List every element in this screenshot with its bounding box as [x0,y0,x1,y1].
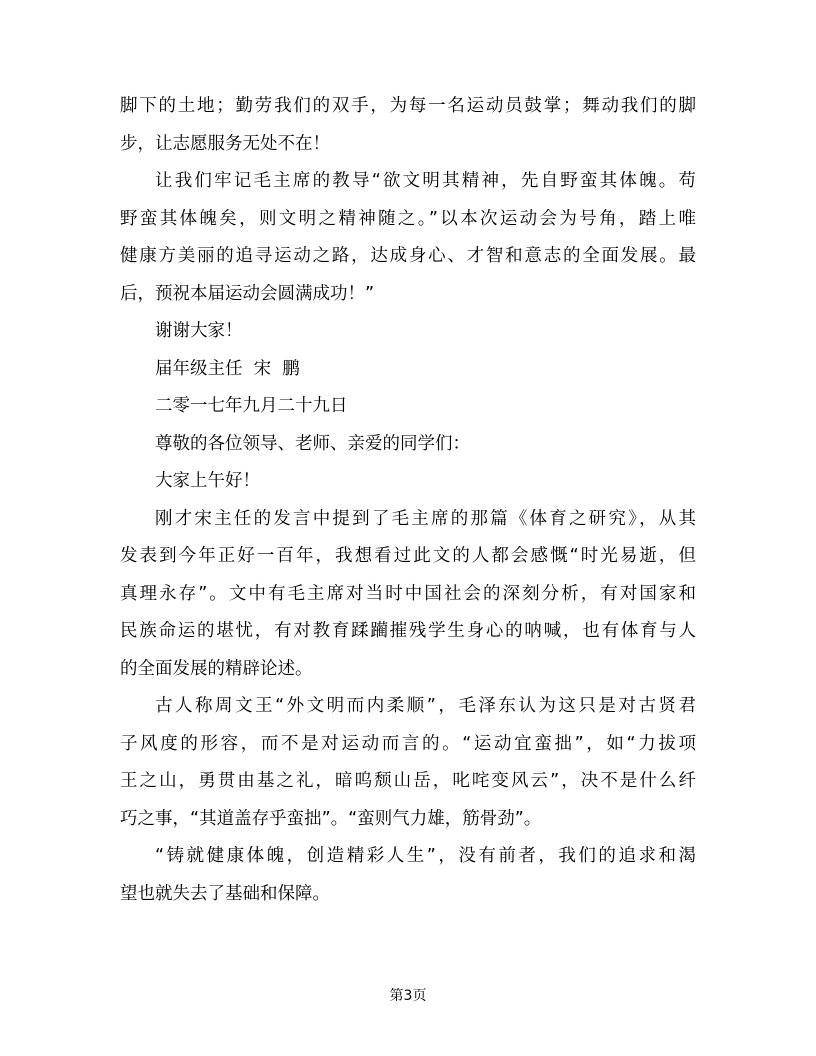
text-line-2: 步，让志愿服务无处不在！ [120,133,330,154]
text-line-14: 真理永存”。文中有毛主席对当时中国社会的深刻分析，有对国家和 [120,583,696,604]
text-line-22: 望也就失去了基础和保障。 [120,883,330,904]
text-line-19: 王之山，勇贯由基之礼，暗呜颓山岳，叱咤变风云”，决不是什么纤 [120,771,696,791]
text-line-4: 野蛮其体魄矣，则文明之精神随之。”以本次运动会为号角，踏上唯 [120,208,696,229]
text-line-18: 子风度的形容，而不是对运动而言的。“运动宜蛮拙”，如“力拔项 [120,733,696,754]
text-line-15: 民族命运的堪忧，有对教育蹂躏摧残学生身心的呐喊，也有体育与人 [120,621,696,641]
salutation-line: 尊敬的各位领导、老师、亲爱的同学们： [155,433,470,454]
date-line: 二零一七年九月二十九日 [155,396,348,416]
text-line-17: 古人称周文王“外文明而内柔顺”，毛泽东认为这只是对古贤君 [155,696,696,716]
text-line-16: 的全面发展的精辟论述。 [120,658,313,679]
text-line-20: 巧之事，“其道盖存乎蛮拙”。“蛮则气力雄，筋骨劲”。 [120,808,542,829]
text-line-21: “铸就健康体魄，创造精彩人生”，没有前者，我们的追求和渴 [155,846,696,866]
document-body [120,88,696,913]
greeting-line: 大家上午好！ [155,471,260,491]
page-number: 第3页 [389,988,427,1004]
text-line-1: 脚下的土地；勤劳我们的双手，为每一名运动员鼓掌；舞动我们的脚 [120,96,696,116]
text-line-6: 后，预祝本届运动会圆满成功！” [120,283,375,304]
text-line-3: 让我们牢记毛主席的教导“欲文明其精神，先自野蛮其体魄。苟 [155,171,696,191]
text-line-12: 刚才宋主任的发言中提到了毛主席的那篇《体育之研究》，从其 [155,508,696,529]
text-line-13: 发表到今年正好一百年，我想看过此文的人都会感慨“时光易逝，但 [120,546,696,566]
thanks-line: 谢谢大家！ [155,321,243,341]
text-line-5: 健康方美丽的追寻运动之路，达成身心、才智和意志的全面发展。最 [120,246,696,266]
signature-line: 届年级主任 宋 鹏 [155,358,300,379]
